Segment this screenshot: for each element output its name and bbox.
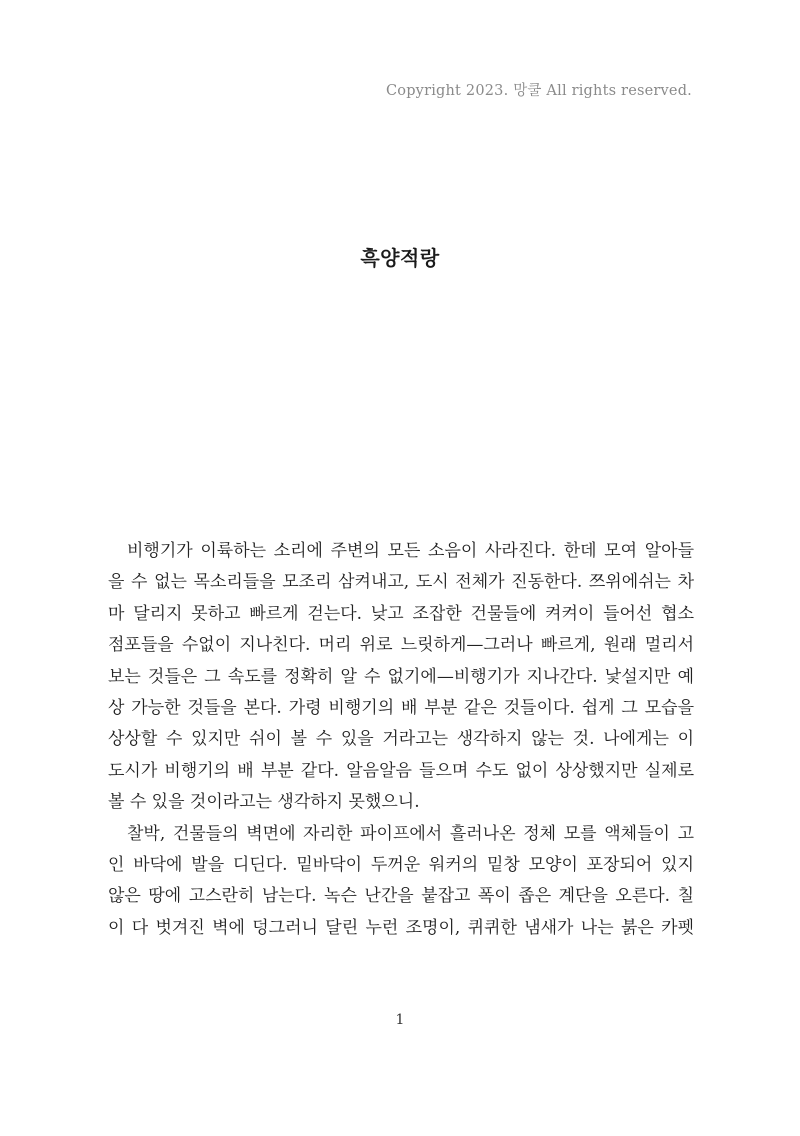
- text-line: 찰박, 건물들의 벽면에 자리한 파이프에서 흘러나온 정체 모를 액체들이 고: [127, 823, 694, 844]
- text-line: 마 달리지 못하고 빠르게 걷는다. 낮고 조잡한 건물들에 켜켜이 들어선 협소: [108, 603, 694, 624]
- text-line: 보는 것들은 그 속도를 정확히 알 수 없기에—비행기가 지나간다. 낯설지만 예: [108, 666, 694, 687]
- text-line: 이 다 벗겨진 벽에 덩그러니 달린 누런 조명이, 퀴퀴한 냄새가 나는 붉은 카펫: [108, 917, 694, 938]
- paragraph-1: [108, 536, 694, 819]
- body-text: [108, 536, 694, 944]
- text-line: 비행기가 이륙하는 소리에 주변의 모든 소음이 사라진다. 한데 모여 알아들: [127, 541, 694, 561]
- text-line: 인 바닥에 발을 디딘다. 밑바닥이 두꺼운 워커의 밑창 모양이 포장되어 있지: [108, 854, 694, 875]
- text-line: 볼 수 있을 것이라고는 생각하지 못했으니.: [108, 792, 420, 813]
- text-line: 도시가 비행기의 배 부분 같다. 알음알음 들으며 수도 없이 상상했지만 실제로: [108, 760, 694, 781]
- text-line: 않은 땅에 고스란히 남는다. 녹슨 난간을 붙잡고 폭이 좁은 계단을 오른다. 칠: [108, 886, 694, 907]
- document-title: 흑양적랑: [360, 246, 440, 270]
- paragraph-2: [108, 819, 694, 945]
- copyright-notice: Copyright 2023. 망쿨 All rights reserved.: [385, 83, 692, 99]
- text-line: 을 수 없는 목소리들을 모조리 삼켜내고, 도시 전체가 진동한다. 쯔위에쉬는 차: [108, 572, 694, 593]
- text-line: 상상할 수 있지만 쉬이 볼 수 있을 거라고는 생각하지 않는 것. 나에게는 이: [108, 729, 694, 750]
- text-line: 상 가능한 것들을 본다. 가령 비행기의 배 부분 같은 것들이다. 쉽게 그 모습을: [108, 697, 694, 718]
- page-number: 1: [395, 1012, 405, 1028]
- text-line: 점포들을 수없이 지나친다. 머리 위로 느릿하게—그러나 빠르게, 원래 멀리서: [108, 635, 694, 656]
